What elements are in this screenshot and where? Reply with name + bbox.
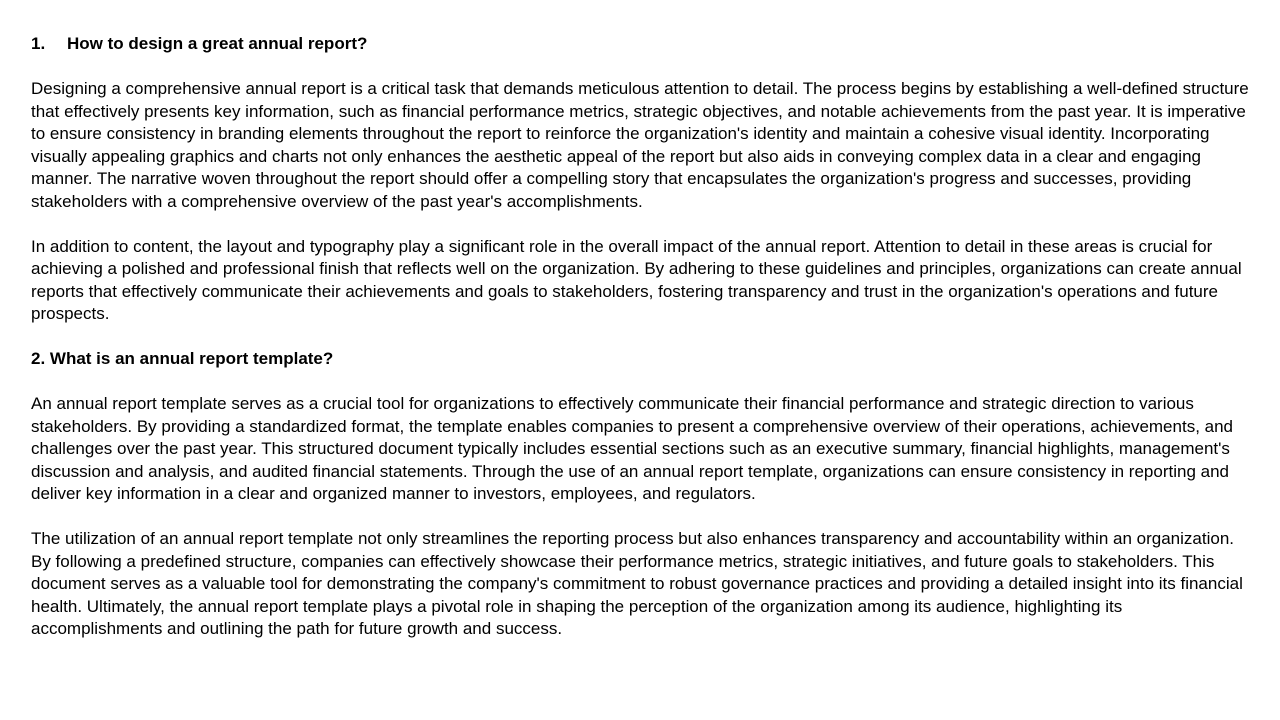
section-1-paragraph-2: In addition to content, the layout and typography play a significant role in the overall impact of the annual report. Attention to detail in these areas is crucial for achieving a polished and professional finish that reflects well on the organization. By adhering to these guidelines and principles, organizations can create annual reports that effectively communicate their achievements and goals to stakeholders, fostering transparency and trust in the organization's operations and future prospects. [31, 236, 1242, 323]
spacer [31, 506, 1253, 529]
section-2-paragraph-1: An annual report template serves as a crucial tool for organizations to effectively communicate their financial performance and strategic direction to various stakeholders. By providing a standardized format, the template enables companies to present a comprehensive overview of their operations, achievements, and challenges over the past year. This structured document typically includes essential sections such as an executive summary, financial highlights, management's discussion and analysis, and audited financial statements. Through the use of an annual report template, organizations can ensure consistency in reporting and deliver key information in a clear and organized manner to investors, employees, and regulators. [31, 394, 1234, 503]
section-1-number: 1. [31, 34, 46, 53]
document-page [31, 33, 1253, 641]
section-2-paragraph-2: The utilization of an annual report template not only streamlines the reporting process but also enhances transparency and accountability within an organization. By following a predefined structure, companies can effectively showcase their performance metrics, strategic initiatives, and future goals to stakeholders. This document serves as a valuable tool for demonstrating the company's commitment to robust governance practices and providing a detailed insight into its financial health. Ultimately, the annual report template plays a pivotal role in shaping the perception of the organization among its audience, highlighting its accomplishments and outlining the path for future growth and success. [31, 529, 1243, 638]
section-1-paragraph-1: Designing a comprehensive annual report is a critical task that demands meticulous attention to detail. The process begins by establishing a well-defined structure that effectively presents key information, such as financial performance metrics, strategic objectives, and notable achievements from the past year. It is imperative to ensure consistency in branding elements throughout the report to reinforce the organization's identity and maintain a cohesive visual identity. Incorporating visually appealing graphics and charts not only enhances the aesthetic appeal of the report but also aids in conveying complex data in a clear and engaging manner. The narrative woven throughout the report should offer a compelling story that encapsulates the organization's progress and successes, providing stakeholders with a comprehensive overview of the past year's accomplishments. [31, 79, 1249, 211]
spacer [31, 326, 1253, 349]
spacer [31, 213, 1253, 236]
section-1-title: How to design a great annual report? [67, 34, 368, 53]
spacer [31, 56, 1253, 79]
spacer [31, 371, 1253, 394]
section-1-heading [31, 33, 1253, 56]
section-2-heading: 2. What is an annual report template? [31, 349, 334, 368]
